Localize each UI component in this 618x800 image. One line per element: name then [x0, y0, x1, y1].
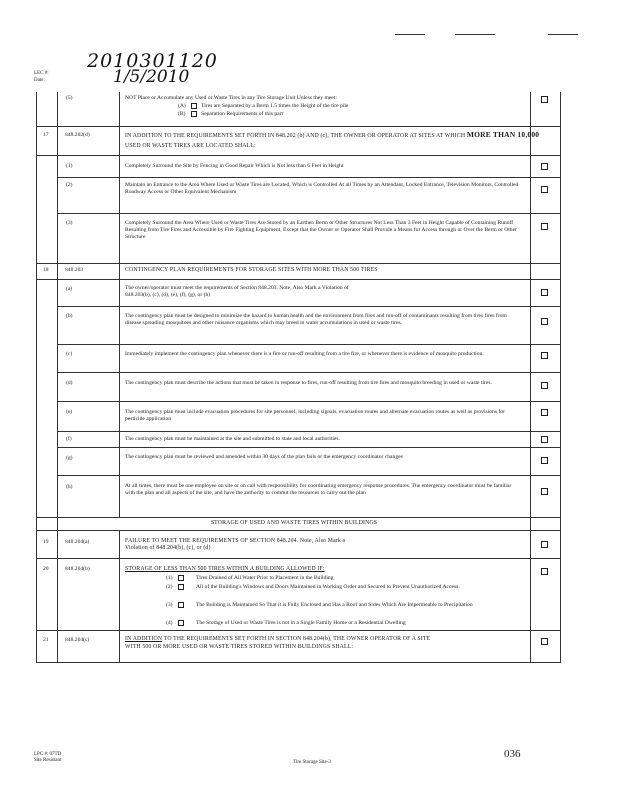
row-sep	[58, 431, 561, 432]
row-checkbox[interactable]	[541, 638, 548, 645]
row-text: Immediately implement the contingency plan whenever there is a fire or run-off resulting from a tire fire, or whenever there is evidence of mosquito production.	[125, 351, 484, 357]
row-sep	[58, 213, 561, 214]
section-heading: STORAGE OF USED AND WASTE TIRES WITHIN BUILDINGS	[210, 520, 378, 526]
row-checkbox[interactable]	[541, 382, 548, 389]
row-text: Completely Surround the Site by Fencing in Good Repair Which is Not less than 6 Feet in Height	[125, 163, 344, 169]
row-checkbox[interactable]	[541, 352, 548, 359]
row-sep	[36, 126, 561, 127]
row-checkbox[interactable]	[541, 488, 548, 495]
col-divider-2b	[119, 530, 120, 662]
row-text: Completely Surround the Area Where Used or Waste Tires Are Stored by an Earthen Berm or Other Structures Not Less Than 3 Feet in Height Capable of Containing Runoff Resulting from Tire Fires and Accessible by Fire Fighting Equipment, Except that the Owner or Operator Shall Provide a Means for Access through or Over the Berm or Other Structure	[125, 220, 517, 241]
row-number: 18	[43, 267, 49, 273]
top-rule-left	[395, 34, 425, 35]
row-sep	[36, 530, 561, 531]
checkbox[interactable]	[191, 111, 197, 117]
item-text: Tires are Separated by a Berm 1.5 times the Height of the tire pile	[201, 103, 349, 109]
item-text: The Building is Maintained So That it is Fully Enclosed and Has a Roof and Sides Which Are Impermeable to Precipitation	[196, 602, 473, 608]
row-text: At all times, there must be one employee on site or on call with responsibility for coordinating emergency response procedures. The emergency coordinator must be familiar with the plan and all aspects of the site, and have the authority to commit the resources to carry out the plan	[125, 483, 512, 497]
item-num: (2)	[166, 584, 173, 590]
row-checkbox[interactable]	[541, 541, 548, 548]
date-label: Date:	[34, 78, 45, 83]
row-text: Maintain an Entrance to the Area Where Used or Waste Tires are Located, Which is Controlled At all Times by an Attendant, Locked Entrance, Television Monitors, Controlled Roadway Access or Other Equivalent Mechanism	[125, 182, 519, 196]
row-number: 19	[43, 539, 49, 545]
item-text: Tires Drained of All Water Prior to Placement in the Building	[196, 575, 334, 581]
item-text: All of the Building's Windows and Doors Maintained in Working Order and Secured to Prevent Unauthorized Access.	[196, 584, 460, 590]
lec-label: LEC #:	[34, 71, 49, 76]
handwritten-lec-number: 2010301120	[87, 50, 218, 72]
row-sub: (3)	[66, 220, 73, 226]
row-sep	[58, 177, 561, 178]
row-sub: (5)	[66, 95, 73, 101]
top-rule-right	[548, 34, 578, 35]
row-sep	[36, 155, 561, 156]
row-sub: (2)	[66, 182, 73, 188]
row-text: The contingency plan must be reviewed and amended within 30 days of the plan fails or the emergency coordinator changes	[125, 454, 403, 460]
page-number: 036	[504, 748, 521, 760]
item-num: (4)	[166, 620, 173, 626]
row-checkbox[interactable]	[541, 223, 548, 230]
row-number: 21	[43, 637, 49, 643]
row-text-b: TO THE REQUIREMENTS SET FORTH IN SECTION 848.204(b), THE OWNER OPERATOR OF A SITE WITH 500 OR MORE USED OR WASTE TIRES STORED WITHIN BUILDINGS SHALL:	[125, 636, 431, 650]
row-sep	[58, 447, 561, 448]
table-left-border	[36, 92, 37, 662]
row-sub: (a)	[66, 286, 73, 292]
row-sep	[36, 263, 561, 264]
row-sep	[36, 279, 561, 280]
table-bottom-border	[36, 662, 561, 663]
row-text: STORAGE OF LESS THAN 500 TIRES WITHIN A BUILDING ALLOWED IF:	[125, 566, 325, 572]
row-checkbox[interactable]	[541, 163, 548, 170]
item-num: (1)	[166, 575, 173, 581]
top-rule-mid	[455, 34, 495, 35]
row-sep	[36, 517, 561, 518]
item-num: (A)	[178, 103, 186, 109]
row-sep	[58, 475, 561, 476]
row-checkbox[interactable]	[541, 289, 548, 296]
row-checkbox[interactable]	[541, 436, 548, 443]
row-sep	[58, 344, 561, 345]
row-sub: (e)	[66, 409, 73, 415]
row-sep	[58, 306, 561, 307]
checkbox[interactable]	[178, 620, 184, 626]
row-sub: (f)	[66, 436, 72, 442]
row-text: The contingency plan must include evacuation procedures for site personnel, including signals, evacuation routes and alternate evacuation routes as well as provisions for pesticide application	[125, 409, 505, 423]
row-checkbox[interactable]	[541, 96, 548, 103]
row-text: FAILURE TO MEET THE REQUIREMENTS OF SECTION 848.204. Note, Also Mark a Violation of 848.204(b), (c), or (d)	[125, 538, 346, 552]
row-text-a: IN ADDITION TO THE REQUIREMENTS SET FORTH IN 848.202 (b) AND (c), THE OWNER OR OPERATOR AT SITES AT WHICH	[125, 133, 466, 139]
row-sub: (1)	[66, 163, 73, 169]
row-checkbox[interactable]	[541, 568, 548, 575]
row-text-b: MORE THAN 10,000	[466, 130, 540, 139]
row-section: 848.204(a)	[65, 539, 90, 545]
row-text-a: IN ADDITION	[125, 636, 163, 642]
item-text: The Storage of Used or Waste Tires is not in a Single Family Home or a Residential Dwelling	[196, 620, 406, 626]
row-21-text	[125, 636, 445, 651]
row-checkbox[interactable]	[541, 457, 548, 464]
row-sub: (g)	[66, 455, 73, 461]
row-text: NOT Place or Accumulate any Used or Waste Tires in any Tire Storage Unit Unless they meet:	[125, 95, 337, 101]
row-text: The contingency plan must be maintained at the site and submitted to state and local authorities.	[125, 436, 340, 442]
handwritten-date: 1/5/2010	[113, 67, 190, 87]
row-sep	[36, 630, 561, 631]
item-num: (B)	[178, 111, 186, 117]
row-checkbox[interactable]	[541, 186, 548, 193]
footer-left-1: LPC #: 07TD	[34, 752, 62, 757]
row-number: 17	[43, 132, 49, 138]
row-section: 848.204(b)	[65, 566, 90, 572]
row-text: The contingency plan must be designed to minimize the hazard to human health and the environment from fires and run-off of contaminants resulting from tires fires from disease spreading mosquitoes and other nuisance organisms which may breed in water accumulations in used or waste tires.	[125, 313, 507, 327]
row-17-text	[125, 130, 555, 151]
checkbox[interactable]	[178, 602, 184, 608]
checkbox[interactable]	[191, 103, 197, 109]
row-text: CONTINGENCY PLAN REQUIREMENTS FOR STORAGE SITES WITH MORE THAN 500 TIRES	[125, 267, 378, 273]
row-sub: (d)	[66, 380, 73, 386]
row-text: The owner/operator must meet the requirements of Section 848.203. Note, Also Mark a Violation of 848.203(b), (c), (d), (e), (f), (g), or (h)	[125, 285, 349, 299]
item-text: Separation Requirements of this part	[201, 111, 284, 117]
row-sub: (c)	[66, 351, 73, 357]
row-checkbox[interactable]	[541, 409, 548, 416]
row-text: The contingency plan must describe the actions that must be taken in response to fires, run-off resulting from tire fires and mosquito breeding in used or waste tires.	[125, 380, 492, 386]
row-sep	[58, 401, 561, 402]
footer-left-2: Site Resistant	[34, 758, 62, 763]
row-sub: (b)	[66, 313, 73, 319]
row-checkbox[interactable]	[541, 318, 548, 325]
row-sep	[58, 372, 561, 373]
row-section: 848.203	[65, 267, 84, 273]
row-sub: (h)	[66, 484, 73, 490]
row-text-c: USED OR WASTE TIRES ARE LOCATED SHALL:	[125, 143, 256, 149]
row-section: 848.204(c)	[65, 637, 90, 643]
row-section: 848.202(d)	[65, 132, 90, 138]
row-sep	[36, 558, 561, 559]
checkbox[interactable]	[178, 584, 184, 590]
item-num: (3)	[166, 602, 173, 608]
footer-center: Tire Storage Site-3	[293, 760, 331, 765]
checkbox[interactable]	[178, 575, 184, 581]
row-number: 20	[43, 566, 49, 572]
